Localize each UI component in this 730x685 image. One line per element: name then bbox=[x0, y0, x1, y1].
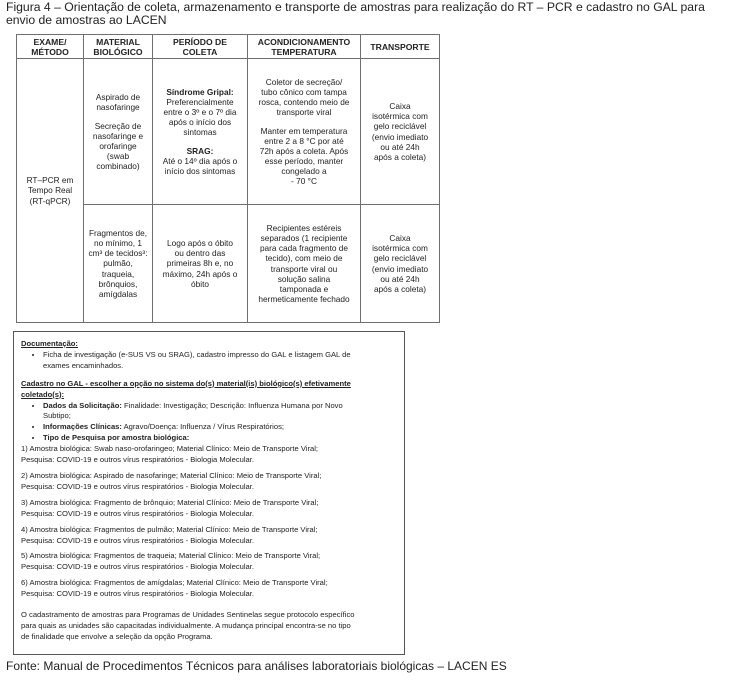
table-row bbox=[17, 59, 440, 205]
gal-registration-title: Cadastro no GAL - escolher a opção no sistema do(s) material(is) biológico(s) efetivamente coletado(s): bbox=[21, 378, 351, 399]
list-item: 3) Amostra biológica: Fragmento de brônquio; Material Clínico: Meio de Transporte Viral; Pesquisa: COVID-19 e outros vírus respiratórios - Biologia Molecular. bbox=[21, 497, 319, 518]
period-cell-respiratory: Síndrome Gripal: Preferencialmente entre o 3º e o 7º dia após o início dos sintomas SRAG: Até o 14º dia após o início dos sintomas bbox=[153, 59, 248, 205]
list-item: 6) Amostra biológica: Fragmentos de amígdalas; Material Clínico: Meio de Transporte Viral; Pesquisa: COVID-19 e outros vírus respiratórios - Biologia Molecular. bbox=[21, 578, 328, 599]
transport-cell-tissue: Caixa isotérmica com gelo reciclável (envio imediato ou até 24h após a coleta) bbox=[361, 205, 440, 323]
list-item: 4) Amostra biológica: Fragmentos de pulmão; Material Clínico: Meio de Transporte Viral; Pesquisa: COVID-19 e outros vírus respiratórios - Biologia Molecular. bbox=[21, 524, 318, 545]
sample-types-list bbox=[21, 444, 399, 600]
list-item: • Dados da Solicitação: Finalidade: Investigação; Descrição: Influenza Humana por Novo Subtipo; bbox=[43, 401, 399, 423]
source-note: Fonte: Manual de Procedimentos Técnicos para análises laboratoriais biológicas – LACEN ES bbox=[6, 659, 507, 673]
list-item: • Ficha de investigação (e-SUS VS ou SRAG), cadastro impresso do GAL e listagem GAL de exames encaminhados. bbox=[43, 350, 399, 372]
header-period: PERÍODO DE COLETA bbox=[153, 35, 248, 59]
header-transport: TRANSPORTE bbox=[361, 35, 440, 59]
material-cell-respiratory: Aspirado de nasofaringe Secreção de nasofaringe e orofaringe (swab combinado) bbox=[84, 59, 153, 205]
material-cell-tissue: Fragmentos de, no mínimo, 1 cm³ de tecidos³: pulmão, traqueia, brônquios, amígdalas bbox=[84, 205, 153, 323]
table-header-row bbox=[17, 35, 440, 59]
transport-cell-respiratory: Caixa isotérmica com gelo reciclável (envio imediato ou até 24h após a coleta) bbox=[361, 59, 440, 205]
documentation-list bbox=[21, 350, 399, 372]
conditioning-cell-respiratory: Coletor de secreção/ tubo cônico com tampa rosca, contendo meio de transporte viral Manter em temperatura entre 2 a 8 °C por até 72h após a coleta. Após esse período, manter congelado a - 70 °C bbox=[248, 59, 361, 205]
header-conditioning: ACONDICIONAMENTO TEMPERATURA bbox=[248, 35, 361, 59]
list-item: 5) Amostra biológica: Fragmentos de traqueia; Material Clínico: Meio de Transporte Viral; Pesquisa: COVID-19 e outros vírus respiratórios - Biologia Molecular. bbox=[21, 551, 321, 572]
figure-caption: Figura 4 – Orientação de coleta, armazenamento e transporte de amostras para realização do RT – PCR e cadastro no GAL para envio de amostras ao LACEN bbox=[6, 0, 705, 27]
header-material: MATERIAL BIOLÓGICO bbox=[84, 35, 153, 59]
documentation-title: Documentação: bbox=[21, 339, 78, 348]
collection-guidelines-table bbox=[16, 34, 440, 323]
gal-registration-box bbox=[13, 331, 405, 655]
list-item: • Informações Clínicas: Agravo/Doença: Influenza / Vírus Respiratórios; bbox=[43, 422, 399, 433]
method-cell: RT–PCR em Tempo Real (RT-qPCR) bbox=[17, 59, 84, 323]
header-method: EXAME/ MÉTODO bbox=[17, 35, 84, 59]
period-cell-tissue: Logo após o óbito ou dentro das primeiras 8h e, no máximo, 24h após o óbito bbox=[153, 205, 248, 323]
conditioning-cell-tissue: Recipientes estéreis separados (1 recipiente para cada fragmento de tecido), com meio de transporte viral ou solução salina tamponada e hermeticamente fechado bbox=[248, 205, 361, 323]
list-item: 1) Amostra biológica: Swab naso-orofaringeo; Material Clínico: Meio de Transporte Viral; Pesquisa: COVID-19 e outros vírus respiratórios - Biologia Molecular. bbox=[21, 444, 319, 465]
sentinel-units-note: O cadastramento de amostras para Programas de Unidades Sentinelas segue protocolo específico para quais as unidades são capacitadas individualmente. A mudança principal encontra-se no tipo de finalidade que envolve a seleção da opção Programa. bbox=[21, 610, 355, 641]
gal-fields-list bbox=[21, 401, 399, 445]
list-item: • Tipo de Pesquisa por amostra biológica: bbox=[43, 433, 399, 444]
list-item: 2) Amostra biológica: Aspirado de nasofaringe; Material Clínico: Meio de Transporte Viral; Pesquisa: COVID-19 e outros vírus respiratórios - Biologia Molecular. bbox=[21, 470, 322, 491]
